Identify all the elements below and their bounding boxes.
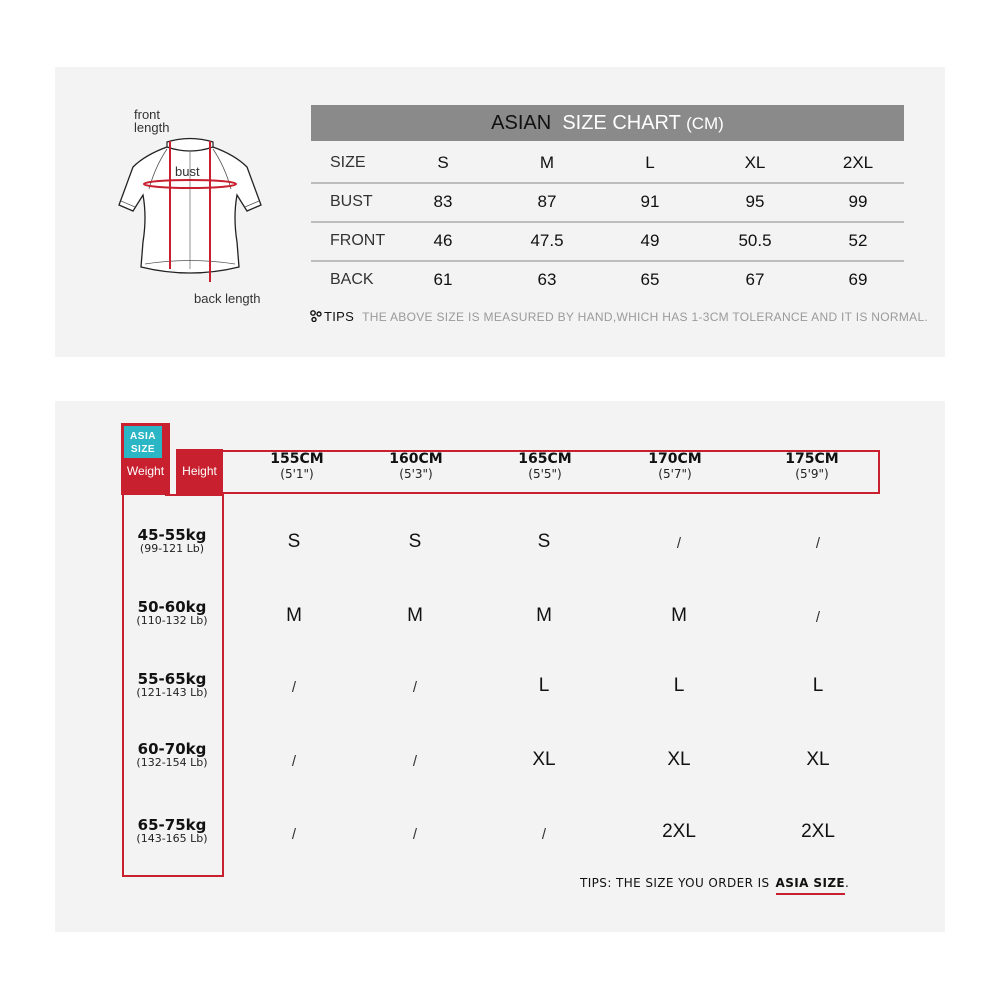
table-cell: 67 (745, 270, 765, 289)
row-label: FRONT (330, 232, 386, 249)
weight-row-label (122, 599, 222, 627)
size-header-cell: XL (744, 153, 766, 172)
back-length-label: back length (194, 291, 261, 306)
table-cell: 61 (433, 270, 453, 289)
height-cm: 170CM (648, 451, 702, 467)
weight-frame-notch (165, 494, 224, 504)
height-column-160 (366, 452, 466, 481)
tips-label: TIPS (324, 309, 355, 324)
table-cell: 52 (848, 231, 868, 250)
size-cell: / (815, 535, 821, 552)
size-cell: / (541, 826, 547, 843)
height-column-170 (625, 452, 725, 481)
tips-nodes-icon (310, 310, 322, 322)
size-cell: S (408, 531, 422, 552)
weight-kg: 55-65kg (137, 670, 207, 688)
size-cell: M (286, 605, 302, 626)
tips-text: THE ABOVE SIZE IS MEASURED BY HAND,WHICH HAS 1-3CM TOLERANCE AND IT IS NORMAL. (362, 310, 929, 324)
title-size-chart: SIZE CHART (562, 112, 681, 134)
size-cell: 2XL (801, 821, 835, 842)
height-ft: (5'1") (280, 467, 314, 481)
table-cell: 49 (640, 231, 660, 250)
size-cell: M (671, 605, 687, 626)
front-length-label-2: length (134, 120, 170, 135)
table-cell: 46 (433, 231, 453, 250)
height-header: Height (176, 449, 223, 494)
weight-lb: (99-121 Lb) (139, 542, 205, 555)
weight-lb: (110-132 Lb) (136, 614, 208, 627)
height-cm: 155CM (270, 451, 324, 467)
back-row (311, 260, 904, 299)
size-cell: L (673, 675, 685, 696)
size-cell: XL (667, 749, 691, 770)
weight-kg: 50-60kg (137, 598, 207, 616)
order-size-tips (580, 876, 849, 890)
size-header-cell: L (645, 153, 655, 172)
size-cell: XL (806, 749, 830, 770)
asia-label: ASIA (130, 431, 156, 442)
height-column-165 (495, 452, 595, 481)
size-cell: S (537, 531, 551, 552)
height-cm: 165CM (518, 451, 572, 467)
jersey-diagram-icon (115, 137, 265, 287)
size-header-cell: 2XL (842, 153, 874, 172)
title-unit: (CM) (686, 114, 724, 133)
weight-kg: 65-75kg (137, 816, 207, 834)
tips-suffix: . (845, 876, 850, 890)
table-cell: 63 (537, 270, 557, 289)
bust-label: bust (175, 164, 200, 179)
tips-highlight: ASIA SIZE (776, 876, 845, 895)
weight-lb: (132-154 Lb) (136, 756, 208, 769)
size-cell: S (287, 531, 301, 552)
size-cell: XL (532, 749, 556, 770)
table-cell: 83 (433, 192, 453, 211)
table-cell: 95 (745, 192, 765, 211)
size-header-cell: M (539, 153, 555, 172)
table-cell: 91 (640, 192, 660, 211)
row-label: BUST (330, 193, 373, 210)
height-column-155 (247, 452, 347, 481)
size-cell: / (291, 826, 297, 843)
weight-row-label (122, 671, 222, 699)
table-cell: 50.5 (738, 231, 772, 250)
height-cm: 160CM (389, 451, 443, 467)
weight-row-label (122, 527, 222, 555)
height-ft: (5'9") (795, 467, 829, 481)
title-asian: ASIAN (491, 112, 552, 134)
size-cell: L (812, 675, 824, 696)
weight-header: Weight (126, 464, 165, 478)
height-column-175 (762, 452, 862, 481)
size-cell: M (536, 605, 552, 626)
size-cell: / (815, 609, 821, 626)
front-row (311, 221, 904, 262)
weight-row-label (122, 817, 222, 845)
table-cell: 69 (848, 270, 868, 289)
size-cell: L (538, 675, 550, 696)
row-label: SIZE (330, 154, 366, 171)
height-ft: (5'5") (528, 467, 562, 481)
tips-prefix: TIPS: THE SIZE YOU ORDER IS (580, 876, 770, 890)
asia-size-badge (124, 426, 162, 458)
weight-lb: (143-165 Lb) (136, 832, 208, 845)
weight-kg: 60-70kg (137, 740, 207, 758)
table-cell: 47.5 (530, 231, 564, 250)
size-cell: / (412, 679, 418, 696)
measurement-tips (310, 309, 928, 324)
table-cell: 65 (640, 270, 660, 289)
size-cell: / (676, 535, 682, 552)
height-ft: (5'7") (658, 467, 692, 481)
size-label: SIZE (130, 444, 156, 455)
size-header-row (311, 143, 904, 184)
asia-size-tag (121, 423, 170, 495)
bust-row (311, 182, 904, 223)
size-cell: / (291, 679, 297, 696)
size-cell: / (412, 826, 418, 843)
size-cell: 2XL (662, 821, 696, 842)
row-label: BACK (330, 271, 374, 288)
weight-lb: (121-143 Lb) (136, 686, 208, 699)
size-header-cell: S (437, 153, 449, 172)
front-length-label-1: front (134, 107, 161, 122)
weight-row-label (122, 741, 222, 769)
height-cm: 175CM (785, 451, 839, 467)
size-cell: / (291, 753, 297, 770)
table-cell: 87 (537, 192, 557, 211)
size-chart-title (311, 105, 904, 141)
height-ft: (5'3") (399, 467, 433, 481)
size-cell: M (407, 605, 423, 626)
table-cell: 99 (848, 192, 868, 211)
weight-kg: 45-55kg (137, 526, 207, 544)
size-cell: / (412, 753, 418, 770)
